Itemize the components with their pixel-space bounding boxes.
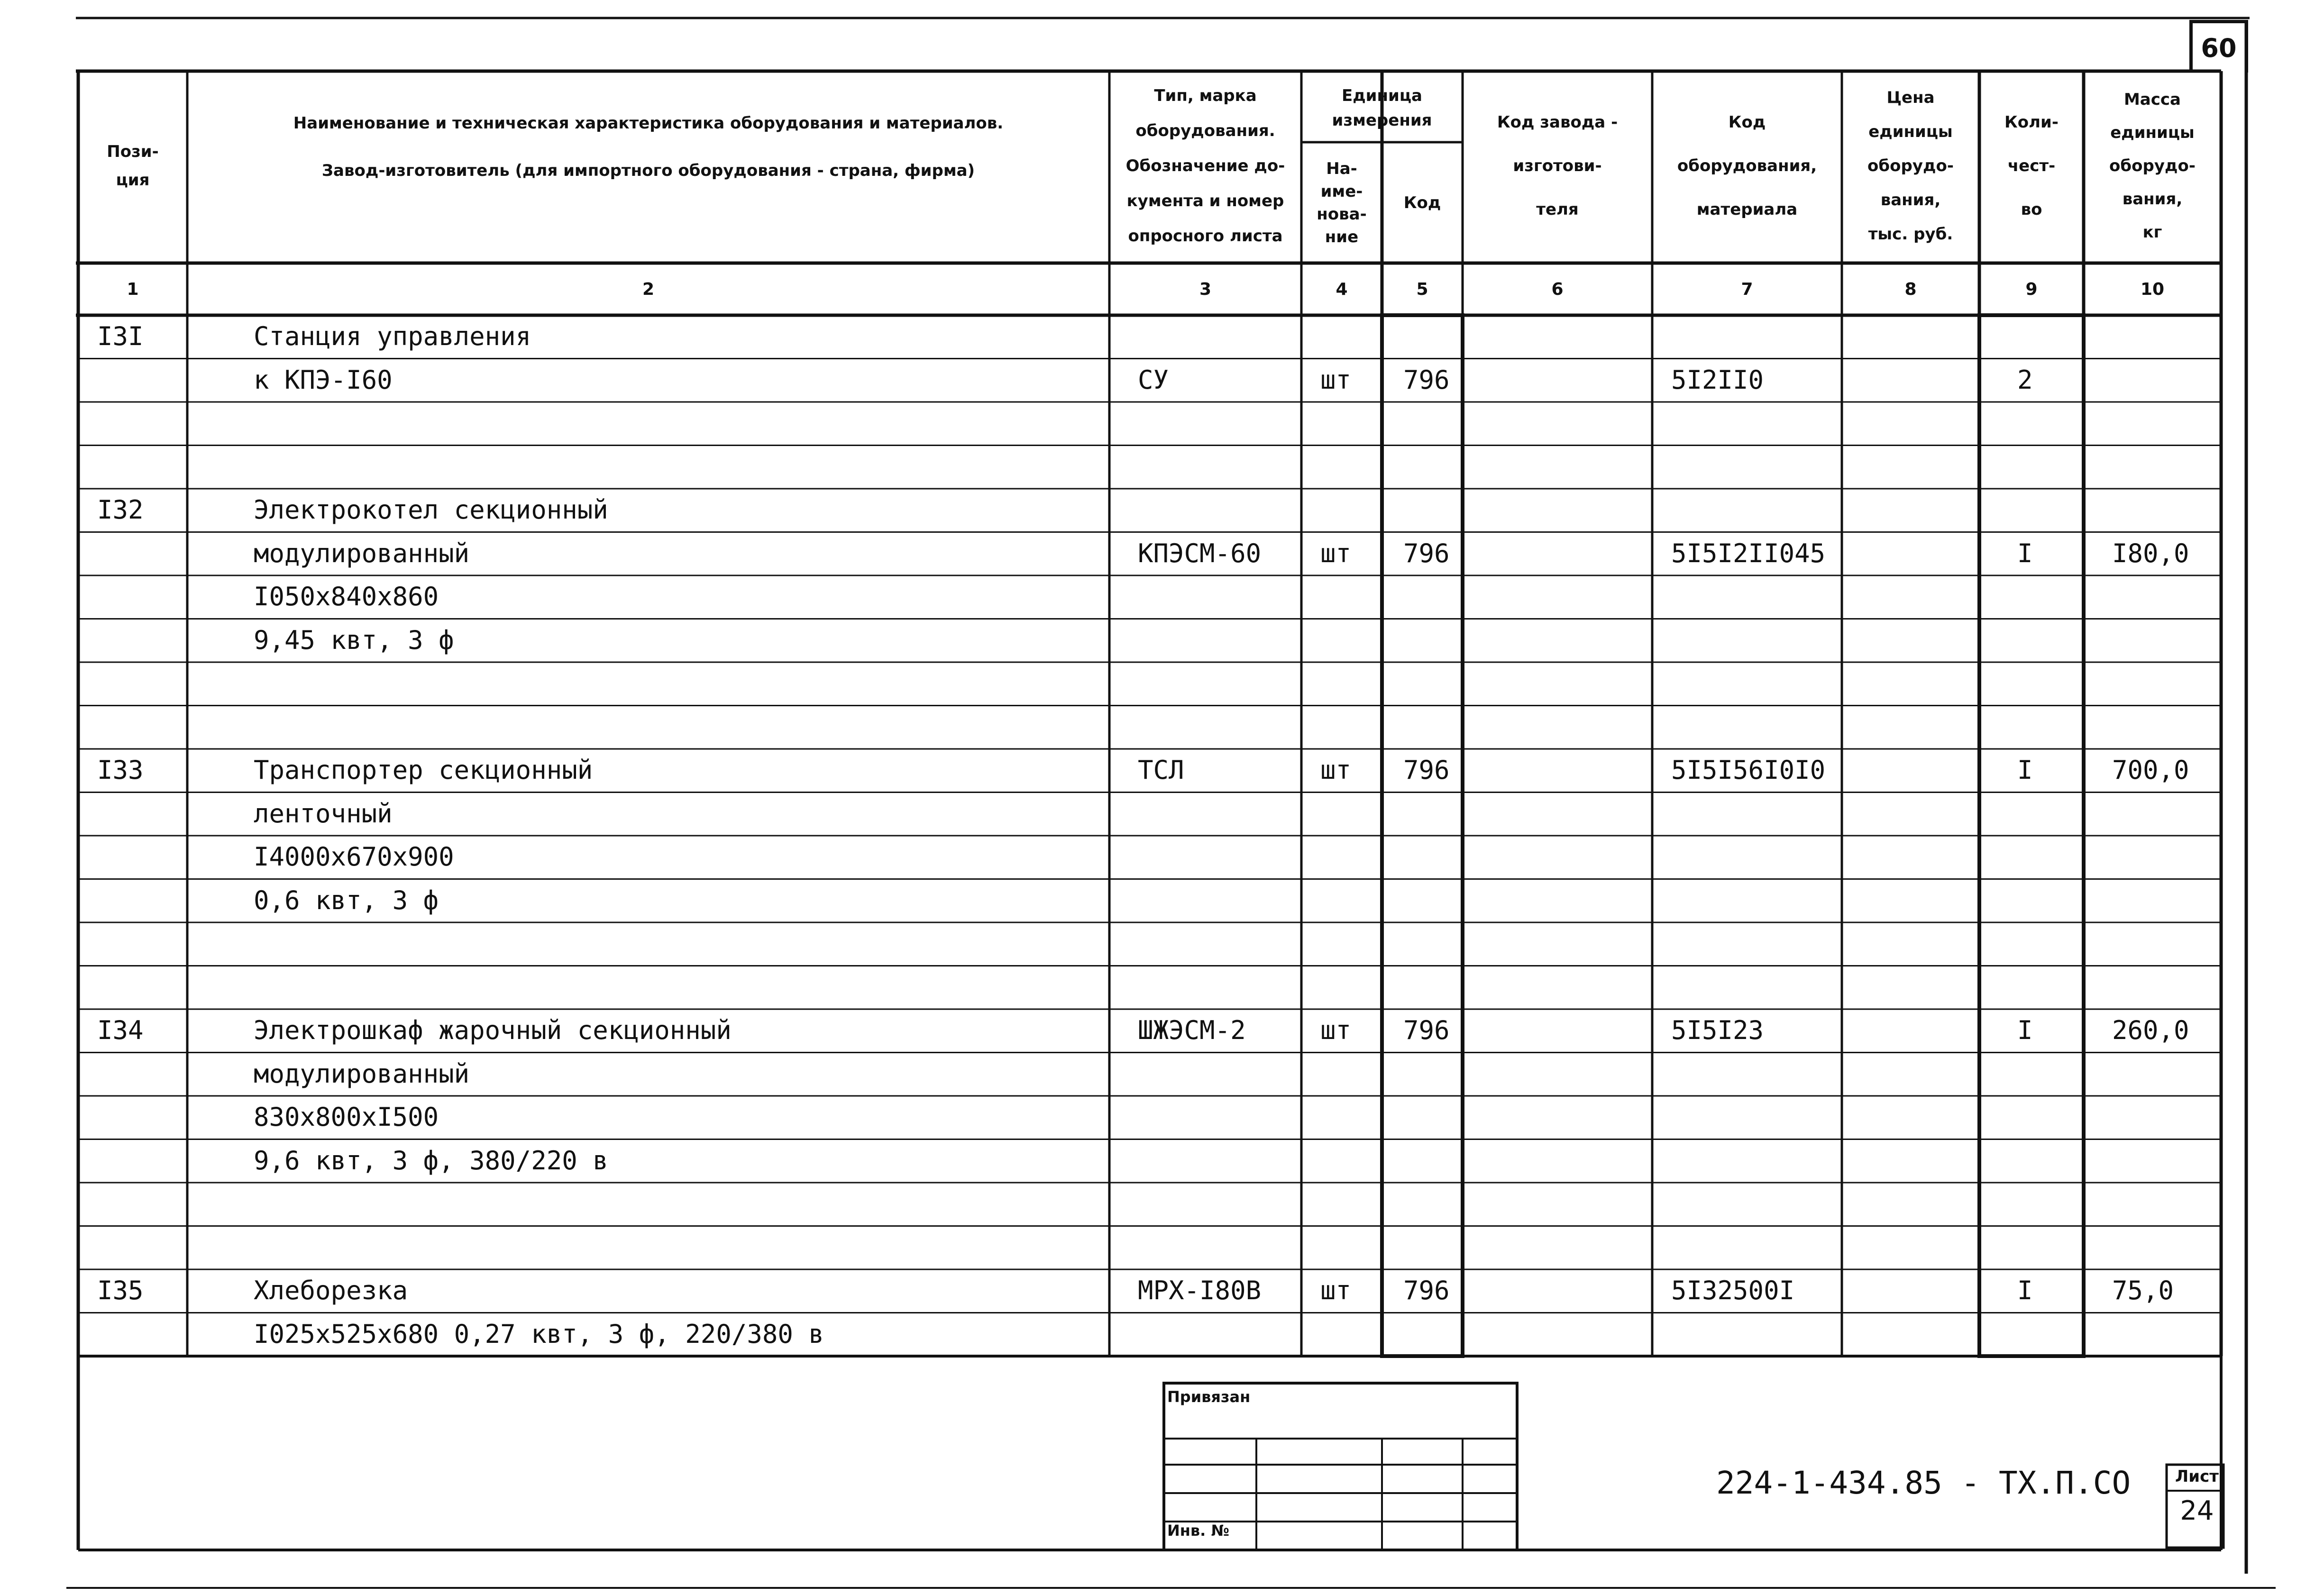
header-quantity: Коли- чест- во xyxy=(2004,113,2059,219)
row-equipment-code: 5I32500I xyxy=(1671,1276,1795,1305)
header-position: Пози- ция xyxy=(107,142,159,190)
column-number: 9 xyxy=(2025,279,2038,299)
row-unit-name: шт xyxy=(1320,755,1352,785)
header-name: Наименование и техническая характеристика оборудования и материалов. Завод-изготовитель (для импортного оборудования - страна, фирма) xyxy=(293,114,1004,180)
header-unit-mass: Масса единицы оборудо- вания, кг xyxy=(2109,90,2196,242)
row-name: Станция управления xyxy=(254,321,531,351)
row-unit-mass: 260,0 xyxy=(2112,1015,2189,1045)
row-unit-name: шт xyxy=(1320,1276,1352,1305)
row-name: I050x840x860 xyxy=(254,582,439,611)
row-unit-name: шт xyxy=(1320,365,1352,395)
row-name: I025x525x680 0,27 квт, 3 ф, 220/380 в xyxy=(254,1319,824,1349)
row-type: СУ xyxy=(1138,365,1169,395)
row-name: ленточный xyxy=(254,798,393,829)
row-quantity: 2 xyxy=(2017,365,2033,395)
row-name: I4000x670x900 xyxy=(254,842,454,872)
row-position: I34 xyxy=(97,1015,144,1045)
row-position: I3I xyxy=(97,321,144,351)
header-unit-price: Цена единицы оборудо- вания, тыс. руб. xyxy=(1867,88,1954,244)
row-quantity: I xyxy=(2017,1276,2033,1305)
row-name: к КПЭ-I60 xyxy=(254,365,393,395)
row-name: модулированный xyxy=(254,538,470,568)
header-type: Тип, марка оборудования. Обозначение до- кумента и номер опросного листа xyxy=(1125,86,1285,246)
header-equipment-code: Код оборудования, материала xyxy=(1677,113,1817,219)
row-name: Транспортер секционный xyxy=(254,755,593,785)
stamp-attached-label: Привязан xyxy=(1167,1388,1251,1406)
row-equipment-code: 5I5I2II045 xyxy=(1671,538,1826,568)
row-unit-code: 796 xyxy=(1403,365,1450,395)
row-quantity: I xyxy=(2017,538,2033,568)
column-number: 6 xyxy=(1551,279,1564,299)
header-unit-group: Единица измерения xyxy=(1332,86,1432,130)
row-quantity: I xyxy=(2017,1015,2033,1045)
row-name: Электрокотел секционный xyxy=(254,495,608,525)
row-unit-mass: 75,0 xyxy=(2112,1276,2174,1305)
row-name: Хлеборезка xyxy=(254,1276,408,1305)
header-plant-code: Код завода - изготови- теля xyxy=(1497,113,1618,219)
row-unit-name: шт xyxy=(1320,1015,1352,1045)
row-position: I35 xyxy=(97,1276,144,1305)
row-unit-mass: 700,0 xyxy=(2112,755,2189,785)
row-name: 830x800xI500 xyxy=(254,1102,439,1132)
row-name: 0,6 квт, 3 ф xyxy=(254,885,439,915)
row-quantity: I xyxy=(2017,755,2033,785)
row-unit-name: шт xyxy=(1320,538,1352,568)
row-equipment-code: 5I2II0 xyxy=(1671,365,1764,395)
row-unit-code: 796 xyxy=(1403,755,1450,785)
row-position: I32 xyxy=(97,495,144,525)
header-unit-name: На- име- нова- ние xyxy=(1317,159,1367,246)
row-name: 9,45 квт, 3 ф xyxy=(254,625,454,655)
row-name: модулированный xyxy=(254,1058,470,1089)
document-number: 224-1-434.85 - ТХ.П.СО xyxy=(1716,1465,2131,1501)
sheet-label: Лист xyxy=(2175,1467,2219,1486)
column-number: 3 xyxy=(1199,279,1212,299)
stamp-inventory-label: Инв. № xyxy=(1167,1522,1229,1540)
row-type: ТСЛ xyxy=(1138,755,1184,785)
column-number: 2 xyxy=(642,279,655,299)
row-equipment-code: 5I5I23 xyxy=(1671,1015,1764,1045)
row-unit-code: 796 xyxy=(1403,1276,1450,1305)
column-number: 8 xyxy=(1904,279,1917,299)
column-number: 7 xyxy=(1741,279,1753,299)
sheet-page-number: 24 xyxy=(2180,1495,2214,1526)
row-name: Электрошкаф жарочный секционный xyxy=(254,1015,732,1045)
column-number: 4 xyxy=(1336,279,1348,299)
row-equipment-code: 5I5I56I0I0 xyxy=(1671,755,1826,785)
row-type: КПЭСМ-60 xyxy=(1138,538,1262,568)
column-number: 10 xyxy=(2140,279,2165,299)
sheet-number-box: 60 xyxy=(2189,20,2248,73)
header-unit-code: Код xyxy=(1403,193,1441,212)
row-name: 9,6 квт, 3 ф, 380/220 в xyxy=(254,1145,608,1176)
row-type: МРХ-I80В xyxy=(1138,1276,1262,1305)
row-unit-mass: I80,0 xyxy=(2112,538,2189,568)
row-unit-code: 796 xyxy=(1403,538,1450,568)
column-number: 1 xyxy=(127,279,139,299)
column-number: 5 xyxy=(1416,279,1428,299)
row-unit-code: 796 xyxy=(1403,1015,1450,1045)
row-position: I33 xyxy=(97,755,144,785)
row-type: ШЖЭСМ-2 xyxy=(1138,1015,1246,1045)
